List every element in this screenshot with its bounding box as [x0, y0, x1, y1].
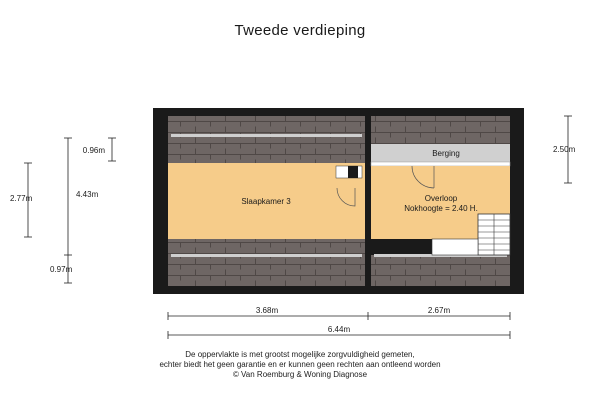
dim-label-left-total: 4.43m — [76, 190, 99, 199]
dim-label-bottom-left: 3.68m — [255, 306, 279, 315]
dim-label-bottom-right: 2.67m — [427, 306, 451, 315]
dim-label-left-mid: 2.77m — [10, 194, 33, 203]
floor-title: Tweede verdieping — [234, 22, 366, 39]
dim-label-left-bottom: 0.97m — [50, 265, 73, 274]
disclaimer-line-2: echter biedt het geen garantie en er kunnen geen rechten aan ontleend worden — [159, 360, 441, 369]
dim-label-right-height: 2.50m — [553, 145, 576, 154]
room-label-landing: Overloop — [424, 194, 458, 203]
dim-label-bottom-total: 6.44m — [327, 325, 351, 334]
roof-slope-top-left — [168, 116, 365, 163]
disclaimer-line-3: © Van Roemburg & Woning Diagnose — [232, 370, 368, 379]
storage-divider — [371, 162, 510, 166]
eave-strip-bottom-left — [171, 254, 362, 257]
disclaimer-line-1: De oppervlakte is met grootst mogelijke zorgvuldigheid gemeten, — [185, 350, 415, 359]
eave-strip-top-left — [171, 134, 362, 137]
dim-label-left-top: 0.96m — [82, 146, 105, 155]
roof-slope-bottom-right — [371, 255, 510, 286]
dim-left-top — [108, 138, 116, 161]
dim-bottom-parts — [168, 312, 510, 320]
interior-wall — [365, 116, 371, 286]
roof-slope-bottom-left — [168, 239, 365, 286]
room-label-bedroom: Slaapkamer 3 — [241, 197, 291, 206]
disclaimer — [0, 350, 600, 380]
room-label-storage: Berging — [432, 149, 460, 158]
room-label-ridge-height: Nokhoogte = 2.40 H. — [404, 204, 478, 213]
dim-left-total — [64, 138, 72, 283]
